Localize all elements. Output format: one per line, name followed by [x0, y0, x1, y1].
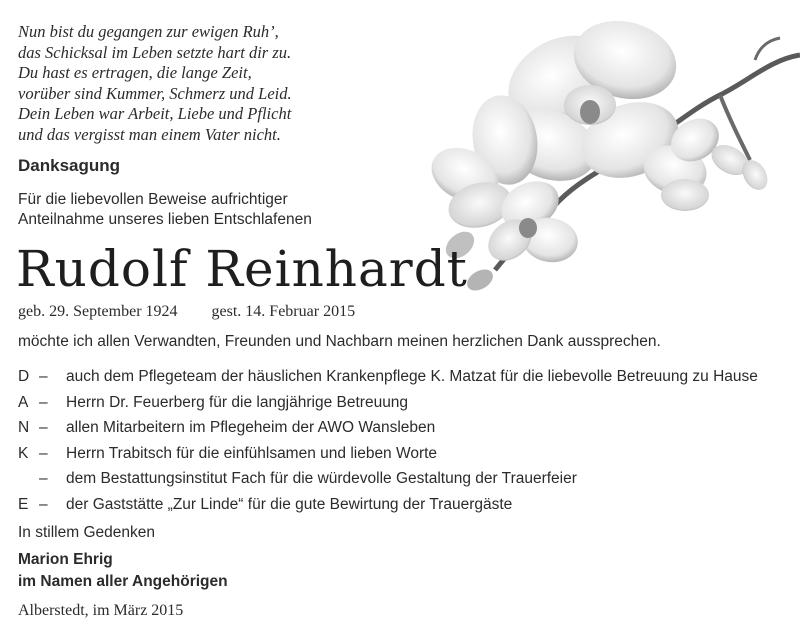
intro-line: Für die liebevollen Beweise aufrichtiger — [18, 191, 288, 208]
acrostic-letter: N — [18, 419, 30, 437]
poem-line: Du hast es ertragen, die lange Zeit, — [18, 63, 252, 82]
closing-phrase: In stillem Gedenken — [18, 524, 155, 541]
signer-block — [18, 549, 228, 593]
list-item — [18, 415, 778, 441]
poem-line: Dein Leben war Arbeit, Liebe und Pflicht — [18, 104, 292, 123]
list-item — [18, 466, 778, 492]
life-dates — [18, 303, 355, 321]
poem-line: Nun bist du gegangen zur ewigen Ruh’, — [18, 22, 279, 41]
list-item-text: der Gaststätte „Zur Linde“ für die gute Bewirtung der Trauergäste — [66, 495, 513, 513]
poem-line: das Schicksal im Leben setzte hart dir zu. — [18, 42, 292, 62]
signer-name: Marion Ehrig — [18, 551, 113, 568]
poem-line: und das vergisst man einem Vater nicht. — [18, 124, 281, 144]
place-date: Alberstedt, im März 2015 — [18, 602, 184, 619]
acrostic-letter: A — [18, 393, 29, 411]
dash: – — [39, 419, 48, 437]
dash: – — [39, 495, 48, 513]
list-item-text: Herrn Trabitsch für die einfühlsamen und lieben Worte — [66, 444, 438, 462]
list-item — [18, 364, 778, 390]
poem-line: vorüber sind Kummer, Schmerz und Leid. — [18, 83, 292, 103]
memorial-poem — [18, 22, 438, 145]
list-item-text: auch dem Pflegeteam der häuslichen Krankenpflege K. Matzat für die liebevolle Betreuung zu Hause — [66, 368, 758, 385]
intro-text — [18, 190, 438, 230]
list-item-text: dem Bestattungsinstitut Fach für die würdevolle Gestaltung der Trauerfeier — [66, 470, 577, 488]
section-heading: Danksagung — [18, 156, 121, 175]
intro-line: Anteilnahme unseres lieben Entschlafenen — [18, 211, 312, 228]
dash: – — [39, 393, 48, 411]
acrostic-letter: E — [18, 495, 29, 513]
acrostic-letter: K — [18, 444, 29, 462]
list-item — [18, 492, 778, 518]
orchid-image — [420, 0, 800, 300]
acknowledgement-list — [18, 364, 778, 518]
deceased-name: Rudolf Reinhardt — [16, 240, 468, 298]
list-item — [18, 390, 778, 416]
dash: – — [39, 470, 48, 488]
list-item-text: allen Mitarbeitern im Pflegeheim der AWO Wansleben — [66, 419, 436, 437]
thanks-line: möchte ich allen Verwandten, Freunden und Nachbarn meinen herzlichen Dank aussprechen. — [18, 333, 661, 350]
dash: – — [39, 368, 48, 385]
list-item-text: Herrn Dr. Feuerberg für die langjährige Betreuung — [66, 393, 409, 411]
dash: – — [39, 444, 48, 462]
death-date: gest. 14. Februar 2015 — [211, 303, 356, 320]
acrostic-letter: D — [18, 368, 30, 385]
list-item — [18, 441, 778, 467]
signer-note: im Namen aller Angehörigen — [18, 573, 228, 590]
birth-date: geb. 29. September 1924 — [18, 303, 178, 320]
